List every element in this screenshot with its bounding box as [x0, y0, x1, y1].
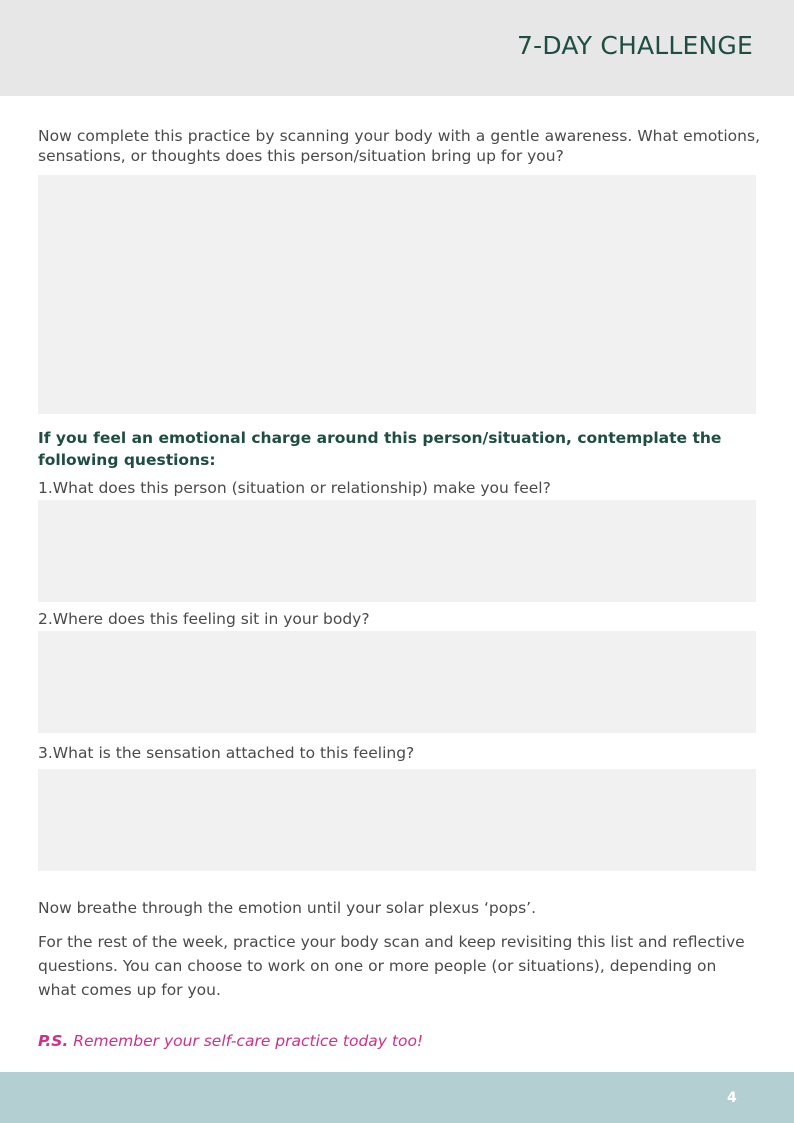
- intro-paragraph: Now complete this practice by scanning your body with a gentle awareness. What emotions, sensations, or thoughts does this person/situation bring up for you?: [38, 127, 760, 165]
- emotional-charge-heading: If you feel an emotional charge around this person/situation, contemplate the following questions:: [38, 429, 722, 469]
- breathe-instruction: Now breathe through the emotion until your solar plexus ‘pops’.: [38, 899, 537, 917]
- answer-box-3[interactable]: [38, 769, 756, 871]
- reflection-answer-box[interactable]: [38, 175, 756, 414]
- answer-box-2[interactable]: [38, 631, 756, 733]
- question-2: 2.Where does this feeling sit in your body?: [38, 610, 370, 628]
- footer-band: [0, 1072, 794, 1123]
- ps-label: P.S.: [38, 1032, 69, 1050]
- page-number: 4: [727, 1090, 737, 1106]
- question-1: 1.What does this person (situation or relationship) make you feel?: [38, 479, 551, 497]
- ps-note: [38, 1031, 423, 1051]
- ps-text: Remember your self-care practice today too!: [68, 1032, 424, 1050]
- question-3: 3.What is the sensation attached to this feeling?: [38, 744, 415, 762]
- page-title: 7-DAY CHALLENGE: [517, 31, 753, 60]
- closing-paragraph: For the rest of the week, practice your body scan and keep revisiting this list and reflective questions. You can choose to work on one or more people (or situations), depending on what comes up for you.: [38, 933, 745, 999]
- answer-box-1[interactable]: [38, 500, 756, 602]
